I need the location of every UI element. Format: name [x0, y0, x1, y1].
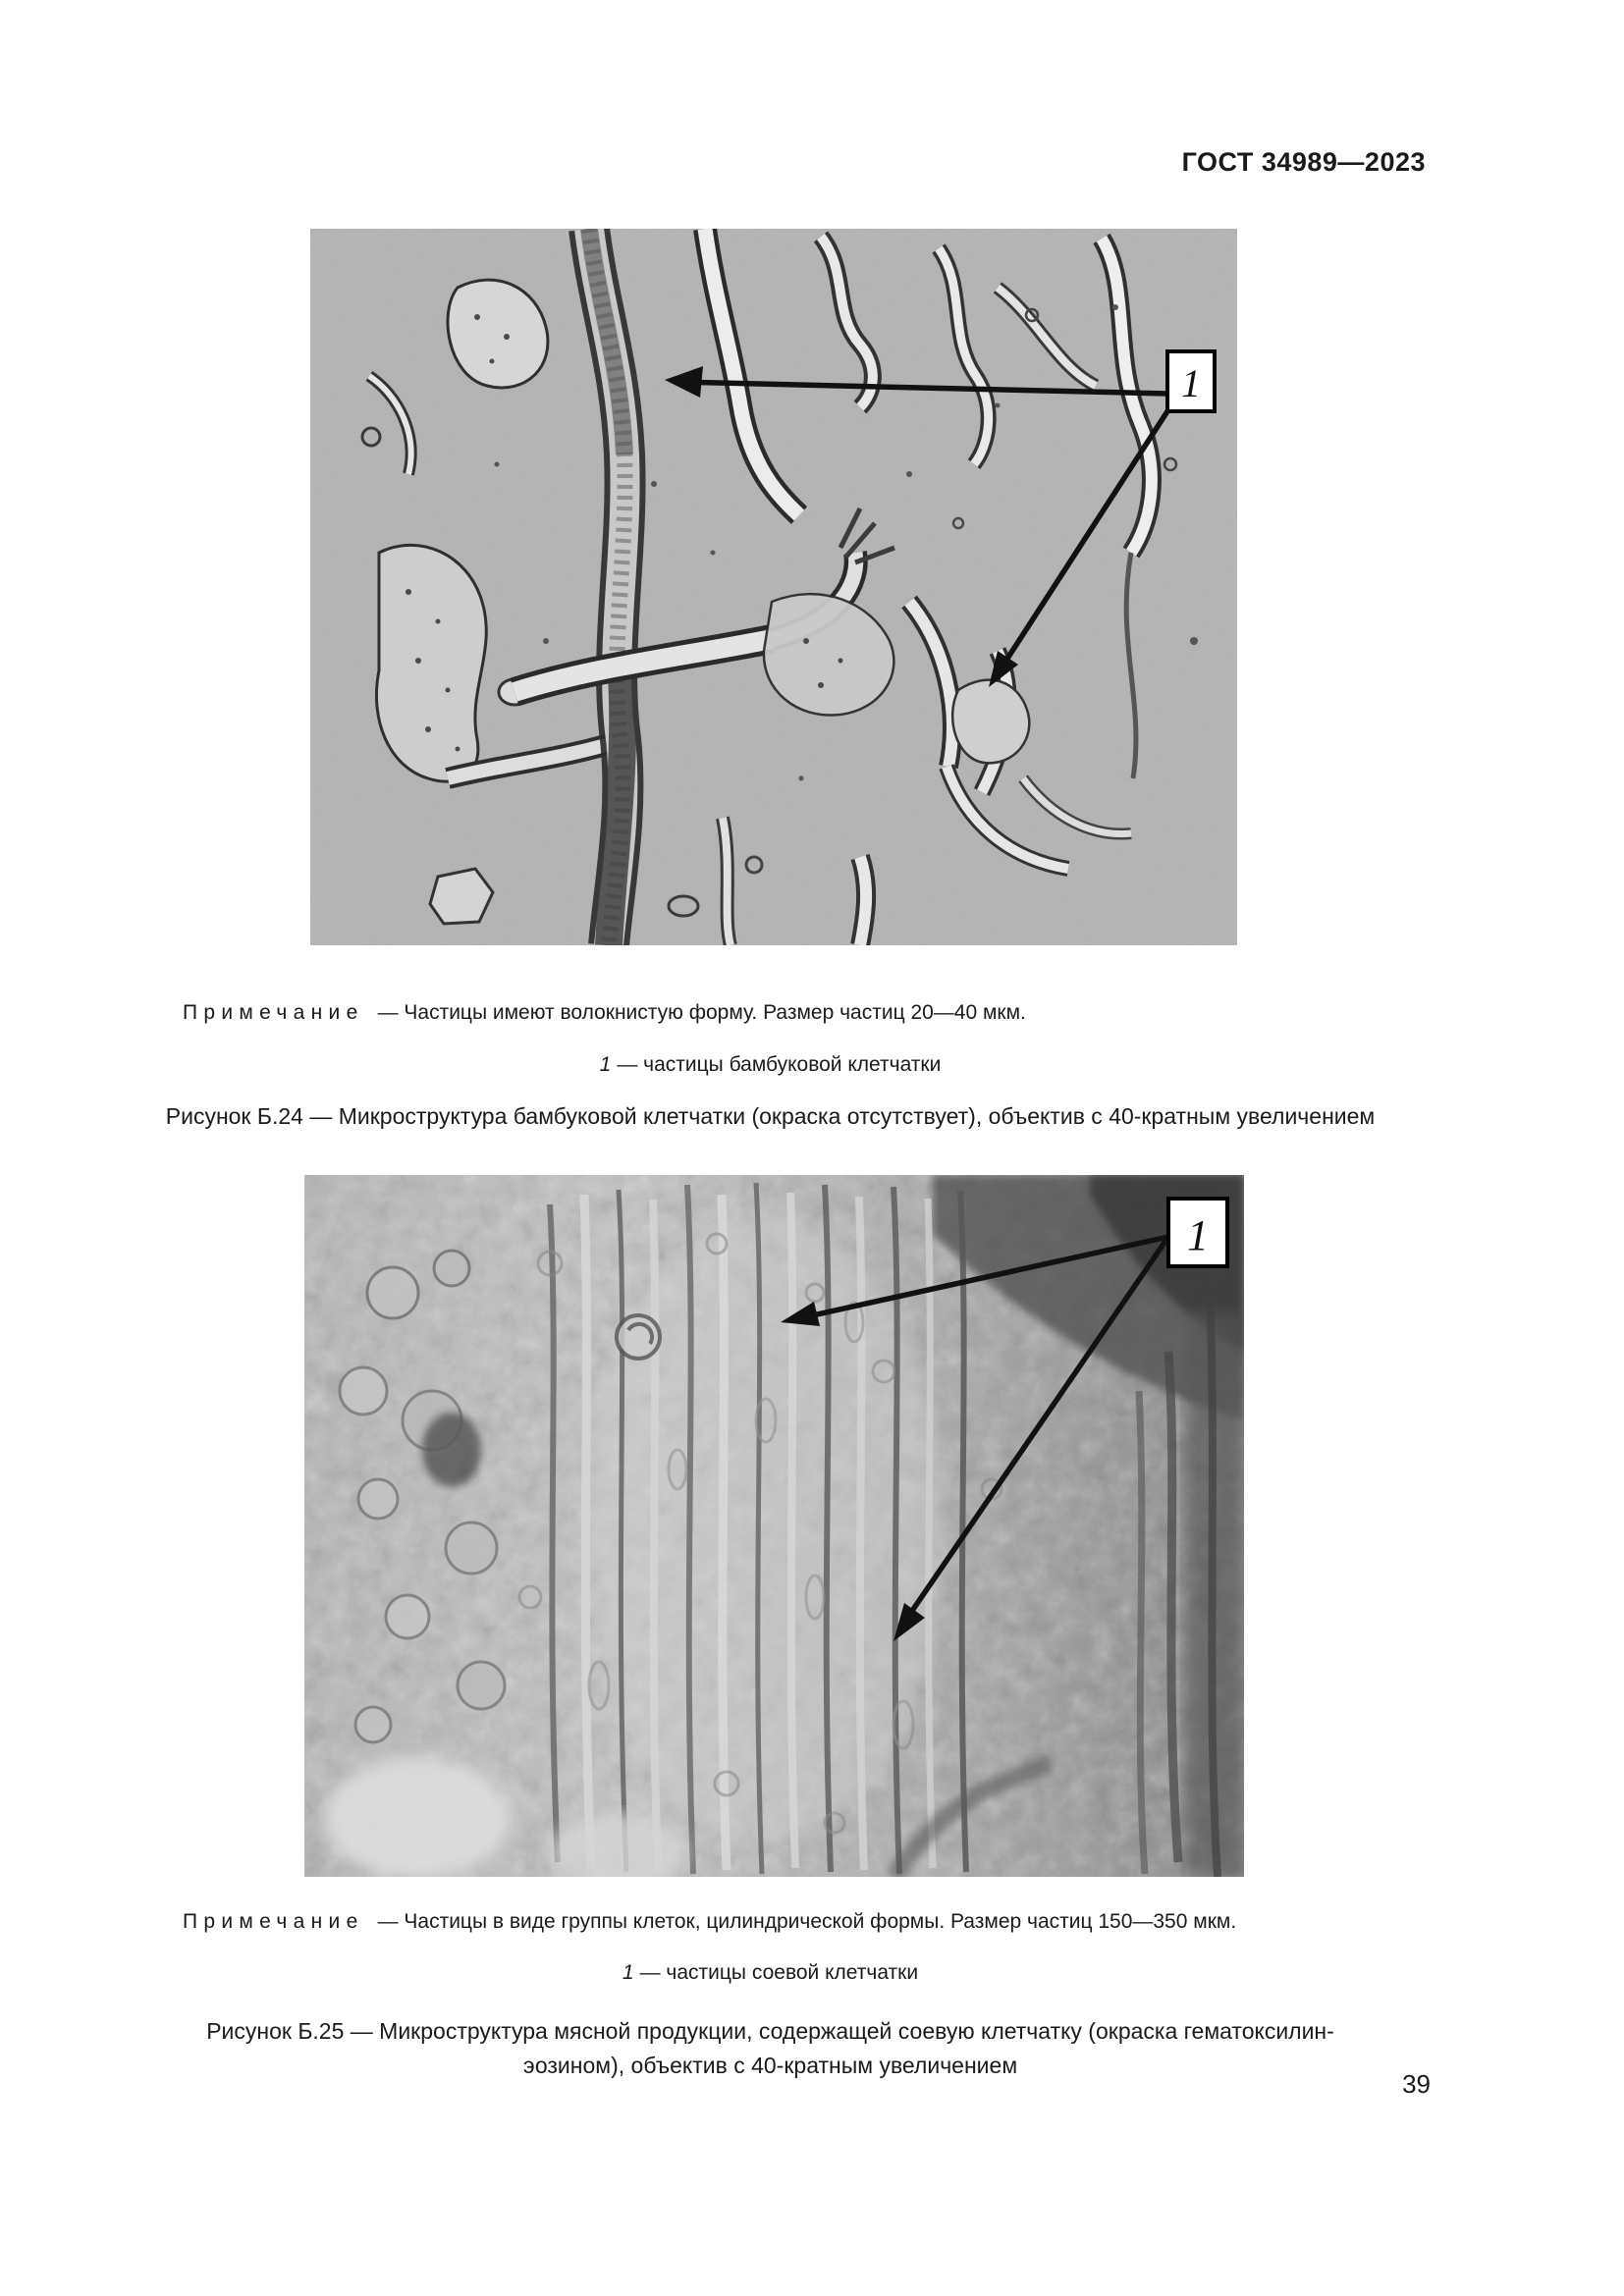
- caption-line: эозином), объектив с 40-кратным увеличением: [522, 2053, 1018, 2078]
- note-text: — Частицы имеют волокнистую форму. Размер частиц 20—40 мкм.: [377, 1001, 1026, 1024]
- legend-number: 1: [599, 1053, 612, 1076]
- legend-b25: [112, 1961, 1429, 1985]
- micrograph-b25: [304, 1175, 1244, 1877]
- legend-b24: [112, 1053, 1429, 1077]
- legend-number: 1: [622, 1961, 634, 1984]
- legend-text: — частицы бамбуковой клетчатки: [617, 1053, 942, 1076]
- caption-b25: [112, 2014, 1429, 2083]
- caption-b24: [112, 1099, 1429, 1134]
- caption-line: Рисунок Б.24 — Микроструктура бамбуковой клетчатки (окраска отсутствует), объектив с 40-кратным увеличением: [165, 1103, 1376, 1129]
- legend-text: — частицы соевой клетчатки: [639, 1961, 919, 1984]
- micrograph-b24: [310, 229, 1237, 945]
- micrograph-b25-image: [304, 1175, 1244, 1877]
- light-blob: [324, 1757, 511, 1877]
- note-label: Примечание: [183, 1910, 364, 1933]
- callout-label: 1: [1187, 1211, 1209, 1259]
- note-b24: [183, 1001, 1449, 1025]
- caption-line: Рисунок Б.25 — Микроструктура мясной продукции, содержащей соевую клетчатку (окраска гематоксилин-: [206, 2018, 1334, 2044]
- callout-label: 1: [1181, 361, 1201, 405]
- micrograph-b24-image: [310, 229, 1237, 945]
- page-number: 39: [1402, 2069, 1431, 2099]
- note-b25: [183, 1910, 1449, 1934]
- doc-header: ГОСТ 34989—2023: [1181, 147, 1426, 177]
- note-label: Примечание: [183, 1001, 364, 1024]
- tissue-light-zone: [589, 1214, 943, 1842]
- note-text: — Частицы в виде группы клеток, цилиндрической формы. Размер частиц 150—350 мкм.: [377, 1910, 1237, 1933]
